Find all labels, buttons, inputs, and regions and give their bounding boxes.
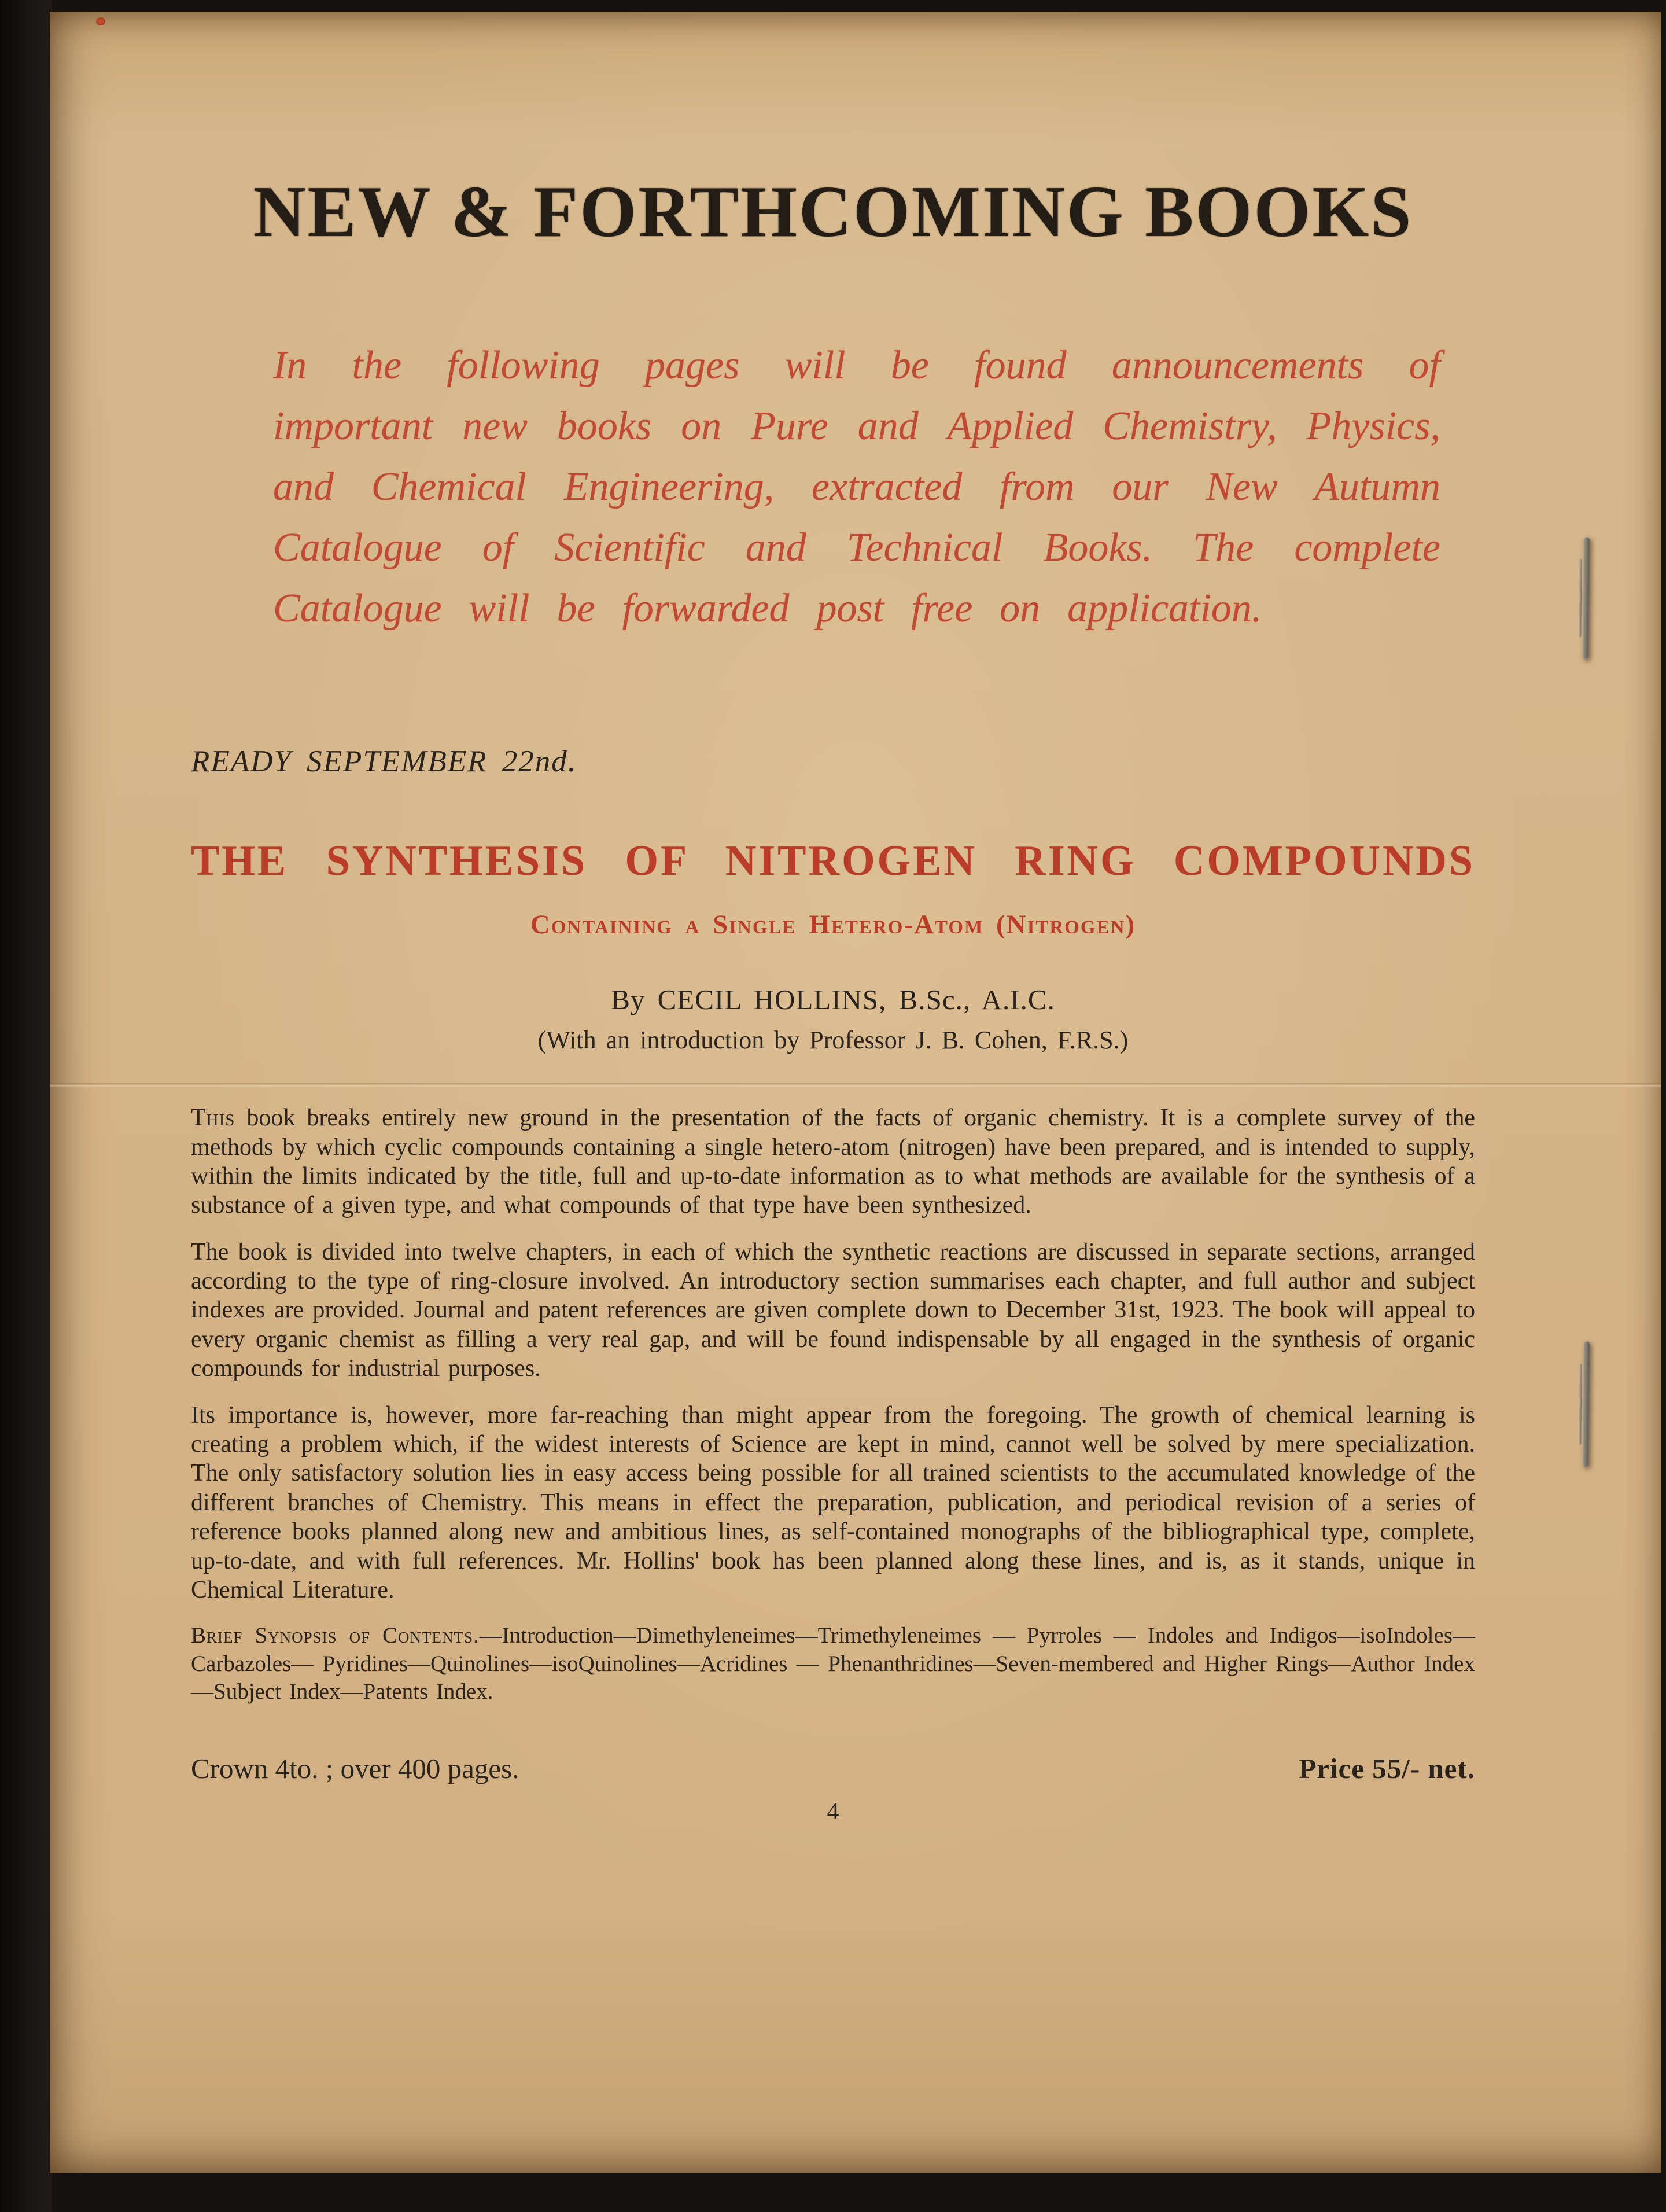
synopsis-label: Brief Synopsis of Contents.	[191, 1623, 480, 1648]
paragraph-lead: This	[191, 1105, 235, 1132]
page-content	[191, 12, 1475, 1825]
synopsis-paragraph	[191, 1622, 1475, 1706]
catalogue-page	[50, 12, 1661, 2173]
staple-bottom	[1582, 1341, 1590, 1467]
introduction-note: (With an introduction by Professor J. B. Cohen, F.R.S.)	[537, 1026, 1129, 1055]
paragraph-text: book breaks entirely new ground in the presentation of the facts of organic chemistry. It is a complete survey of the methods by which cyclic compounds containing a single hetero-atom (nitrogen) have been prepared, and is intended to supply, within the limits indicated by the title, full and up-to-date information as to what methods are available for the synthesis of a substance of a given type, and what compounds of that type have been synthesized.	[191, 1105, 1475, 1219]
page-title: NEW & FORTHCOMING BOOKS	[253, 172, 1413, 252]
ready-date-line: READY SEPTEMBER 22nd.	[191, 745, 577, 779]
body-paragraph	[191, 1103, 1475, 1220]
paragraph-text: The book is divided into twelve chapters, in each of which the synthetic reactions are discussed in separate sections, arranged according to the type of ring-closure involved. An introductory section summarises each chapter, and full author and subject indexes are provided. Journal and patent references are given complete down to December 31st, 1923. The book will appeal to every organic chemist as filling a very real gap, and will be found indispensable by all engaged in the synthesis of organic compounds for industrial purposes.	[191, 1238, 1475, 1382]
book-author: By CECIL HOLLINS, B.Sc., A.I.C.	[611, 984, 1055, 1016]
format-line: Crown 4to. ; over 400 pages.	[191, 1753, 519, 1785]
catalogue-intro: In the following pages will be found announcements of important new books on Pure and Applied Chemistry, Physics, and Chemical Engineering, extracted from our New Autumn Catalogue of Scientific and Technical Books. The complete Catalogue will be forwarded post free on application.	[273, 343, 1440, 631]
price: Price 55/- net.	[1299, 1753, 1475, 1785]
book-title: THE SYNTHESIS OF NITROGEN RING COMPOUNDS	[191, 837, 1475, 885]
book-subtitle: Containing a Single Hetero-Atom (Nitrogen)	[530, 910, 1136, 940]
ink-speck	[96, 17, 105, 25]
body-paragraph	[191, 1238, 1475, 1383]
binding-edge-shadow	[0, 0, 52, 2212]
book-description	[191, 1103, 1475, 1706]
page-number: 4	[827, 1798, 839, 1825]
paragraph-text: Its importance is, however, more far-reaching than might appear from the foregoing. The growth of chemical learning is creating a problem which, if the widest interests of Science are kept in mind, cannot well be solved by mere specialization. The only satisfactory solution lies in easy access being possible for all trained scientists to the accumulated knowledge of the different branches of Chemistry. This means in effect the preparation, publication, and periodical revision of a series of reference books planned along new and ambitious lines, as self-contained monographs of the bibliographical type, complete, up-to-date, and with full references. Mr. Hollins' book has been planned along these lines, and is, as it stands, unique in Chemical Literature.	[191, 1401, 1475, 1603]
staple-top	[1582, 537, 1590, 660]
footer-row	[191, 1752, 1475, 1785]
synopsis-text: —Introduction—Dimethyleneimes—Trimethyleneimes — Pyrroles — Indoles and Indigos—isoIndoles—Carbazoles— Pyridines—Quinolines—isoQuinolines—Acridines — Phenanthridines—Seven-membered and Higher Rings—Author Index—Subject Index—Patents Index.	[191, 1623, 1475, 1705]
body-paragraph	[191, 1401, 1475, 1605]
